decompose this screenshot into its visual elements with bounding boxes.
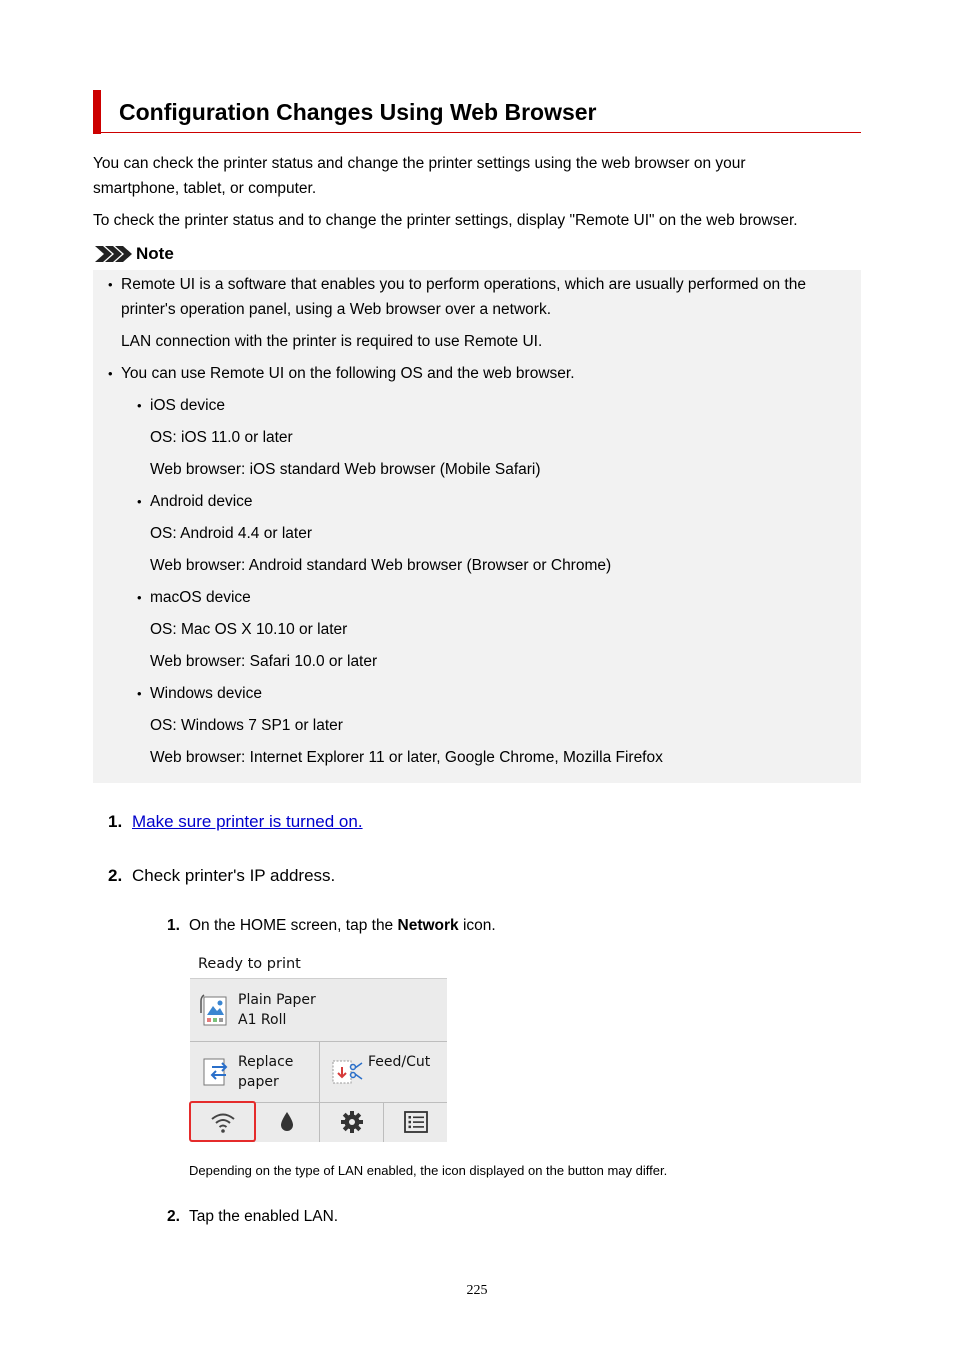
paper-settings-icon [200, 993, 230, 1029]
intro-line-1: You can check the printer status and change the printer settings using the web browser on your [93, 155, 746, 172]
page-number: 225 [466, 1283, 488, 1298]
bullet: • [108, 277, 113, 292]
paper-type-label: Plain Paper [238, 992, 316, 1008]
device-name-android: Android device [150, 493, 253, 510]
power-on-link[interactable]: Make sure printer is turned on. [132, 812, 363, 831]
replace-paper-button[interactable] [190, 1042, 319, 1102]
setup-button[interactable] [320, 1103, 383, 1142]
network-keyword: Network [397, 917, 459, 934]
note-p1-line-2: printer's operation panel, using a Web browser over a network. [121, 301, 552, 318]
bullet: • [137, 398, 142, 413]
intro-line-3: To check the printer status and to change the printer settings, display "Remote UI" on the web browser. [93, 212, 798, 229]
device-os-macos: OS: Mac OS X 10.10 or later [150, 621, 348, 638]
device-browser-android: Web browser: Android standard Web browser (Browser or Chrome) [150, 557, 612, 574]
intro-line-2: smartphone, tablet, or computer. [93, 180, 317, 197]
ink-drop-icon [279, 1111, 295, 1133]
device-name-ios: iOS device [150, 397, 225, 414]
printer-home-screen [190, 950, 448, 1142]
device-browser-macos: Web browser: Safari 10.0 or later [150, 653, 378, 670]
device-browser-ios: Web browser: iOS standard Web browser (Mobile Safari) [150, 461, 541, 478]
device-os-android: OS: Android 4.4 or later [150, 525, 312, 542]
bullet: • [137, 686, 142, 701]
ink-button[interactable] [255, 1103, 319, 1142]
replace-paper-label-2: paper [238, 1074, 279, 1090]
menu-button[interactable] [384, 1103, 447, 1142]
device-name-macos: macOS device [150, 589, 251, 606]
heading-rule [101, 132, 861, 133]
feed-cut-button[interactable] [320, 1042, 447, 1102]
substep-2-number: 2. [167, 1208, 180, 1225]
panel-caption: Depending on the type of LAN enabled, the icon displayed on the button may differ. [189, 1163, 668, 1178]
page-title: Configuration Changes Using Web Browser [119, 99, 597, 125]
network-button-highlight [189, 1101, 256, 1142]
paper-settings-button[interactable] [190, 979, 447, 1041]
device-os-windows: OS: Windows 7 SP1 or later [150, 717, 343, 734]
substep-1-text: On the HOME screen, tap the Network icon. [189, 917, 496, 934]
note-p1-line-1: Remote UI is a software that enables you to perform operations, which are usually performed on the [121, 276, 806, 293]
feed-cut-icon [331, 1057, 363, 1087]
device-browser-windows: Web browser: Internet Explorer 11 or later, Google Chrome, Mozilla Firefox [150, 749, 663, 766]
paper-size-label: A1 Roll [238, 1012, 287, 1028]
replace-paper-icon [202, 1057, 230, 1087]
bullet: • [108, 366, 113, 381]
substep-1-number: 1. [167, 917, 180, 934]
bullet: • [137, 494, 142, 509]
printer-status: Ready to print [198, 956, 301, 972]
substep-2-text: Tap the enabled LAN. [189, 1208, 339, 1225]
gear-icon [340, 1110, 364, 1134]
heading-accent-bar [93, 90, 101, 134]
note-arrows-icon [95, 245, 133, 263]
feed-cut-label: Feed/Cut [368, 1054, 431, 1070]
step-2-number: 2. [108, 866, 123, 885]
note-p2: You can use Remote UI on the following OS and the web browser. [121, 365, 575, 382]
bullet: • [137, 590, 142, 605]
step-1-number: 1. [108, 812, 123, 831]
replace-paper-label-1: Replace [238, 1054, 294, 1070]
note-label: Note [136, 244, 174, 263]
list-icon [404, 1111, 428, 1133]
device-name-windows: Windows device [150, 685, 262, 702]
device-os-ios: OS: iOS 11.0 or later [150, 429, 293, 446]
step-2-text: Check printer's IP address. [132, 866, 336, 885]
note-p1-extra: LAN connection with the printer is required to use Remote UI. [121, 333, 543, 350]
